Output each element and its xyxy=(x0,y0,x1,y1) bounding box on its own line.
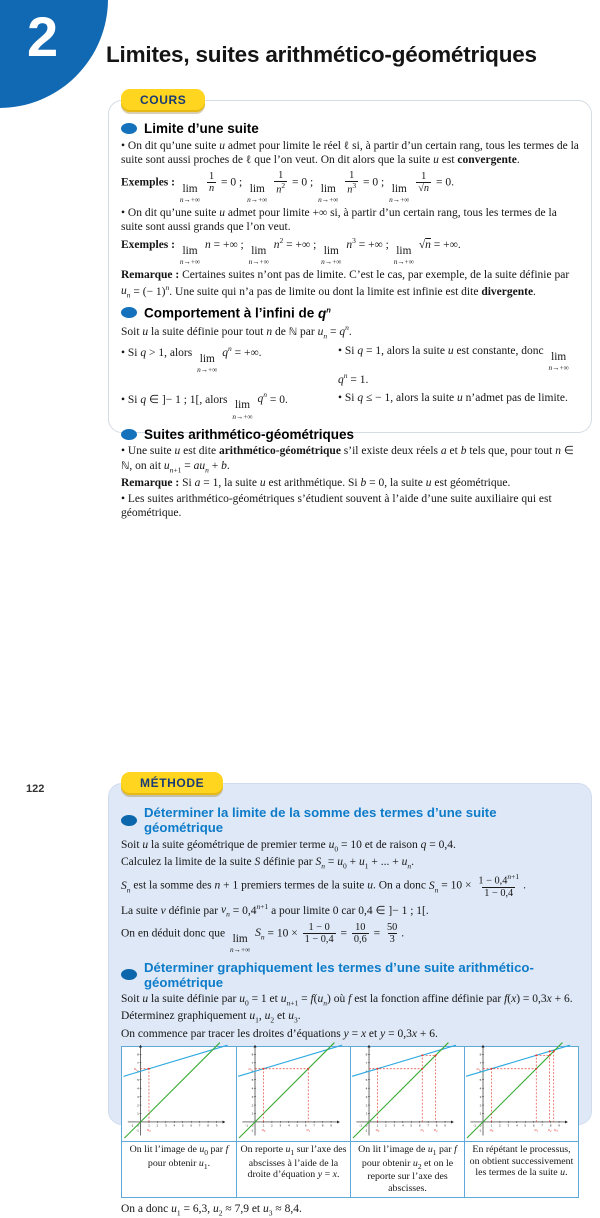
example-line: $S_n$ est la somme des n + 1 premiers termes de la suite u. On a donc $S_n = 10$ × $\frac{1 - 0,4^{n+1}}{1 - 0,4}$ . xyxy=(121,871,526,899)
bullet-item: • Si q > 1, alors lim n→+∞ $q^n$ = +∞. xyxy=(121,343,262,374)
svg-text:1: 1 xyxy=(262,1123,265,1128)
svg-text:7: 7 xyxy=(313,1123,316,1128)
graph-panel-2 xyxy=(236,1047,350,1141)
methode-box xyxy=(108,776,592,1218)
paragraph: La suite v définie par $v_n = 0,4^{n+1}$ a pour limite 0 car 0,4 ∈ ]− 1 ; 1[. xyxy=(121,901,429,919)
remark: Remarque : Si a = 1, la suite u est arithmétique. Si b = 0, la suite u est géométrique. xyxy=(121,476,511,489)
svg-text:5: 5 xyxy=(181,1123,184,1128)
svg-text:-1: -1 xyxy=(250,1128,254,1133)
svg-text:9: 9 xyxy=(444,1123,446,1128)
svg-text:7: 7 xyxy=(365,1061,368,1066)
graph-panel-4 xyxy=(464,1047,578,1141)
page-title: Limites, suites arithmético-géométriques xyxy=(106,42,537,68)
svg-text:8: 8 xyxy=(435,1123,438,1128)
graph-caption-2: On reporte $u_1$ sur l’axe des abscisses à l’aide de la droite d’équation y = x. xyxy=(236,1141,350,1197)
svg-text:5: 5 xyxy=(524,1123,527,1128)
bullet-item: • Si q ∈ ]− 1 ; 1[, alors lim n→+∞ $q^n = 0$. xyxy=(121,390,288,421)
method-heading-limite-somme xyxy=(121,805,579,835)
page-number: 122 xyxy=(26,783,45,795)
paragraph: • On dit qu’une suite u admet pour limite +∞ si, à partir d’un certain rang, tous les termes de la suite sont aussi grands que l’on veut. xyxy=(121,206,557,234)
svg-text:8: 8 xyxy=(479,1052,482,1057)
svg-text:1: 1 xyxy=(251,1111,254,1116)
two-column-bullets xyxy=(121,342,579,421)
svg-text:9: 9 xyxy=(558,1123,560,1128)
svg-text:8: 8 xyxy=(137,1052,139,1057)
paragraph: Soit u la suite géométrique de premier terme $u_0 = 10$ et de raison q = 0,4. xyxy=(121,838,456,853)
paragraph: Déterminez graphiquement $u_1$, $u_2$ et $u_3$. xyxy=(121,1010,301,1025)
svg-text:2: 2 xyxy=(365,1103,368,1108)
section-bullet-icon xyxy=(121,815,137,826)
svg-text:0: 0 xyxy=(365,1123,368,1128)
method-heading-label: Déterminer la limite de la somme des termes d’une suite géométrique xyxy=(144,805,497,835)
svg-text:1: 1 xyxy=(365,1111,368,1116)
graph-caption-1: On lit l’image de $u_0$ par f pour obtenir $u_1$. xyxy=(122,1141,236,1197)
svg-text:u1: $u_1$ xyxy=(306,1127,311,1134)
section-bullet-icon xyxy=(121,123,137,134)
bullet-item: • Si q ≤ − 1, alors la suite u n’admet pas de limite. xyxy=(337,391,568,404)
paragraph: Soit u la suite définie pour tout n de ℕ par $u_n = q^n$. xyxy=(121,323,352,341)
svg-text:2: 2 xyxy=(385,1123,387,1128)
cobweb-graph-1 xyxy=(123,1048,235,1140)
svg-text:u0: $u_0$ xyxy=(375,1127,380,1134)
paragraph: Soit u la suite définie par $u_0 = 1$ et $u_{n+1} = f(u_n)$ où f est la fonction affine définie par f(x) = 0,3x + 6. xyxy=(121,993,573,1008)
cours-box xyxy=(108,93,592,520)
svg-text:2: 2 xyxy=(156,1123,159,1128)
paragraph: • Les suites arithmético-géométriques s’étudient souvent à l’aide d’une suite auxiliaire qui est géométrique. xyxy=(121,492,552,520)
graph-table xyxy=(121,1046,579,1198)
svg-text:7: 7 xyxy=(541,1123,544,1128)
svg-text:2: 2 xyxy=(271,1123,273,1128)
paragraph: • Une suite u est dite arithmético-géométrique s’il existe deux réels a et b tels que, pour tout n ∈ ℕ, on ait $u_{n+1} = au_n + b$. xyxy=(121,445,574,474)
svg-text:0: 0 xyxy=(479,1123,482,1128)
svg-text:7: 7 xyxy=(137,1061,139,1066)
svg-text:-1: -1 xyxy=(245,1123,248,1128)
example-line: Exemples : lim n→+∞ $\frac{1}{n}$ = 0 ; lim n→+∞ $\frac{1}{n^2}$ = 0 ; lim n→+∞ $\frac{1}{n^3}$ = 0 ; lim n→+∞ $\frac{1}{√n}$ = 0. xyxy=(121,169,454,204)
svg-text:8: 8 xyxy=(365,1052,368,1057)
svg-text:9: 9 xyxy=(330,1123,332,1128)
svg-text:1: 1 xyxy=(376,1123,379,1128)
svg-text:u1: $u_1$ xyxy=(476,1066,481,1073)
svg-text:4: 4 xyxy=(137,1086,139,1091)
svg-text:u0: $u_0$ xyxy=(261,1127,266,1134)
svg-text:3: 3 xyxy=(279,1123,282,1128)
section-heading-label: Limite d’une suite xyxy=(144,121,259,136)
svg-text:9: 9 xyxy=(215,1123,218,1128)
paragraph: On commence par tracer les droites d’équations y = x et y = 0,3x + 6. xyxy=(121,1027,438,1040)
svg-text:u0: $u_0$ xyxy=(147,1127,151,1134)
svg-text:u1: $u_1$ xyxy=(133,1066,138,1073)
svg-text:2: 2 xyxy=(137,1103,139,1108)
chapter-number: 2 xyxy=(27,5,59,68)
svg-text:3: 3 xyxy=(137,1094,139,1099)
svg-text:-1: -1 xyxy=(478,1128,482,1133)
svg-text:u1: $u_1$ xyxy=(420,1127,425,1134)
graph-caption-4: En répétant le processus, on obtient successivement les termes de la suite u. xyxy=(464,1141,578,1197)
cobweb-graph-4 xyxy=(466,1048,577,1140)
svg-text:-1: -1 xyxy=(130,1123,134,1128)
svg-text:3: 3 xyxy=(393,1123,396,1128)
svg-text:5: 5 xyxy=(365,1078,368,1083)
bullet-item: • Si q = 1, alors la suite u est constante, donc lim n→+∞ $q^n = 1$. xyxy=(337,344,569,387)
svg-text:4: 4 xyxy=(287,1123,290,1128)
section-heading-comportement-qn xyxy=(121,305,579,321)
svg-text:7: 7 xyxy=(251,1061,254,1066)
svg-text:u0: $u_0$ xyxy=(489,1127,494,1134)
svg-text:-1: -1 xyxy=(359,1123,362,1128)
graph-panel-1 xyxy=(122,1047,236,1141)
svg-text:1: 1 xyxy=(148,1123,150,1128)
cobweb-graph-2 xyxy=(238,1048,349,1140)
svg-text:5: 5 xyxy=(410,1123,413,1128)
svg-text:6: 6 xyxy=(190,1123,193,1128)
section-heading-suites-arith-geo xyxy=(121,427,579,442)
paragraph: • On dit qu’une suite u admet pour limite le réel ℓ si, à partir d’un certain rang, tous les termes de la suite sont aussi proches de ℓ que l’on veut. On dit alors que la suite u est convergente. xyxy=(121,139,579,166)
svg-text:4: 4 xyxy=(251,1086,254,1091)
svg-text:0: 0 xyxy=(251,1123,254,1128)
svg-text:5: 5 xyxy=(251,1078,254,1083)
cobweb-graph-3 xyxy=(352,1048,463,1140)
svg-text:7: 7 xyxy=(198,1123,201,1128)
svg-text:8: 8 xyxy=(251,1052,254,1057)
graph-panel-3 xyxy=(350,1047,464,1141)
svg-text:3: 3 xyxy=(251,1094,254,1099)
svg-text:5: 5 xyxy=(296,1123,299,1128)
svg-text:u2: $u_2$ xyxy=(433,1127,438,1134)
svg-text:5: 5 xyxy=(479,1078,482,1083)
svg-text:3: 3 xyxy=(479,1094,482,1099)
svg-text:-1: -1 xyxy=(136,1128,139,1133)
svg-text:u3: $u_3$ xyxy=(554,1127,558,1134)
svg-text:6: 6 xyxy=(304,1123,307,1128)
svg-text:0: 0 xyxy=(137,1123,139,1128)
svg-text:6: 6 xyxy=(418,1123,421,1128)
paragraph: Calculez la limite de la suite S définie par $S_n = u_0 + u_1$ + ... + $u_n$. xyxy=(121,855,414,871)
section-bullet-icon xyxy=(121,969,137,980)
method-heading-graphique xyxy=(121,960,579,990)
svg-text:4: 4 xyxy=(401,1123,404,1128)
section-heading-limite-suite xyxy=(121,121,579,136)
svg-text:u1: $u_1$ xyxy=(248,1066,253,1073)
svg-text:3: 3 xyxy=(365,1094,368,1099)
graph-caption-3: On lit l’image de $u_1$ par f pour obtenir $u_2$ et on le reporte sur l’axe des abscisses. xyxy=(350,1141,464,1197)
cours-badge: COURS xyxy=(121,89,205,112)
svg-text:1: 1 xyxy=(479,1111,482,1116)
section-bullet-icon xyxy=(121,429,137,440)
conclusion-line: On a donc $u_1 = 6,3$, $u_2 \approx 7,9$ et $u_3 \approx 8,4$. xyxy=(121,1203,302,1218)
section-heading-label: Suites arithmético-géométriques xyxy=(144,426,355,442)
methode-badge: MÉTHODE xyxy=(121,772,223,795)
svg-text:4: 4 xyxy=(479,1086,482,1091)
svg-text:2: 2 xyxy=(251,1103,254,1108)
remark: Remarque : Certaines suites n’ont pas de limite. C’est le cas, par exemple, de la suite définie par $u_n$ = (− 1)$^n$. Une suite qui n’a pas de limite ou dont la limite est infinie est dite divergente. xyxy=(121,269,570,300)
example-line: Exemples : lim n→+∞ n = +∞ ; lim n→+∞ $n^2$ = +∞ ; lim n→+∞ $n^3$ = +∞ ; lim n→+∞ √n = +∞. xyxy=(121,236,461,267)
svg-text:2: 2 xyxy=(499,1123,501,1128)
svg-text:8: 8 xyxy=(321,1123,324,1128)
svg-text:-1: -1 xyxy=(364,1128,368,1133)
svg-text:6: 6 xyxy=(532,1123,535,1128)
svg-text:-1: -1 xyxy=(473,1123,476,1128)
svg-text:5: 5 xyxy=(137,1078,139,1083)
svg-text:1: 1 xyxy=(490,1123,493,1128)
svg-text:3: 3 xyxy=(507,1123,510,1128)
svg-text:4: 4 xyxy=(515,1123,518,1128)
svg-text:7: 7 xyxy=(427,1123,430,1128)
svg-text:u1: $u_1$ xyxy=(534,1127,539,1134)
svg-text:2: 2 xyxy=(479,1103,482,1108)
svg-text:u2: $u_2$ xyxy=(547,1127,552,1134)
svg-text:4: 4 xyxy=(365,1086,368,1091)
section-bullet-icon xyxy=(121,307,137,318)
svg-text:7: 7 xyxy=(479,1061,482,1066)
method-heading-label: Déterminer graphiquement les termes d’une suite arithmético-géométrique xyxy=(144,959,534,990)
svg-text:4: 4 xyxy=(173,1123,176,1128)
svg-text:3: 3 xyxy=(164,1123,167,1128)
section-heading-label: Comportement à l’infini de $q^n$ xyxy=(144,305,331,321)
svg-text:1: 1 xyxy=(137,1111,139,1116)
svg-text:8: 8 xyxy=(549,1123,552,1128)
svg-text:8: 8 xyxy=(207,1123,209,1128)
example-line: On en déduit donc que lim n→+∞ $S_n = 10$ × $\frac{1 - 0}{1 - 0,4}$ = $\frac{10}{0,6}$ = $\frac{50}{3}$ . xyxy=(121,921,405,955)
